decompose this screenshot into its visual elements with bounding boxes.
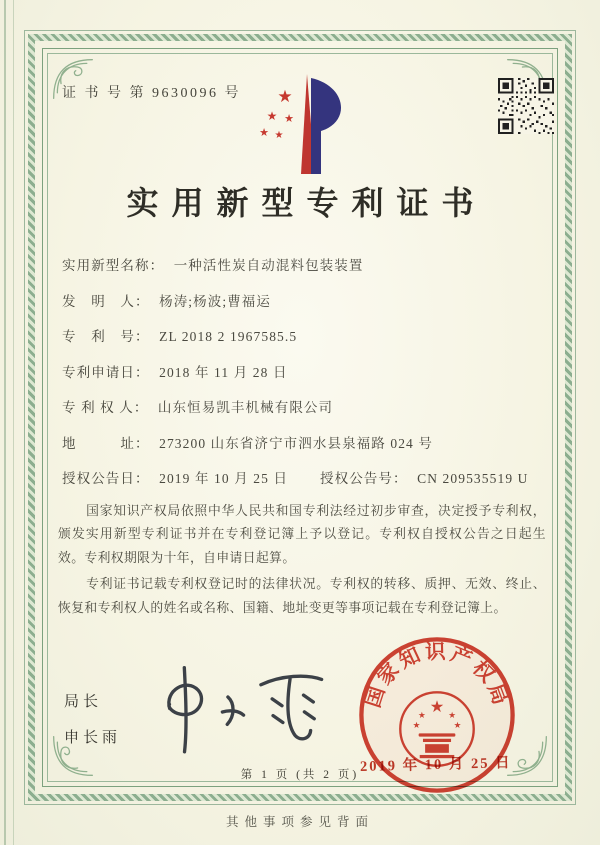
field-row-application-date [62, 361, 550, 381]
officer-title: 局长 [64, 694, 103, 710]
svg-text:★: ★ [429, 696, 445, 716]
field-label: 授权公告号： [320, 471, 408, 486]
svg-text:★: ★ [274, 130, 284, 141]
field-value: 杨涛;杨波;曹福运 [159, 293, 271, 309]
field-value: 2018 年 11 月 28 日 [159, 364, 288, 380]
legal-paragraph-1: 国家知识产权局依照中华人民共和国专利法经过初步审查，决定授予专利权，颁发实用新型专利证书并在专利登记簿上予以登记。专利权自授权公告之日起生效。专利权期限为十年，自申请日起算。 [58, 504, 546, 565]
officer-name: 申长雨 [64, 730, 122, 746]
field-label: 地 址： [62, 435, 150, 451]
grant-number-pair [320, 467, 529, 487]
field-list [62, 254, 550, 487]
field-row-address [62, 432, 550, 452]
officer-block [64, 690, 121, 762]
svg-text:★: ★ [277, 87, 293, 107]
svg-text:★: ★ [259, 126, 269, 139]
back-side-note: 其他事项参见背面 [225, 815, 374, 829]
certificate-title: 实用新型专利证书 [126, 185, 487, 221]
legal-paragraph-2: 专利证书记载专利权登记时的法律状况。专利权的转移、质押、无效、终止、恢复和专利权人的姓名或名称、国籍、地址变更等事项记载在专利登记簿上。 [58, 577, 546, 615]
field-value: ZL 2018 2 1967585.5 [159, 329, 298, 344]
field-row-patent-number [62, 325, 550, 345]
field-row-patentee [62, 396, 550, 416]
legal-paragraphs [58, 500, 546, 623]
cnipa-patent-logo-icon [245, 70, 365, 178]
field-label: 实用新型名称： [62, 258, 165, 273]
field-label: 专利申请日： [62, 364, 150, 380]
field-value: 273200 山东省济宁市泗水县泉福路 024 号 [159, 435, 433, 451]
seal-text: 国家知识产权局 [362, 641, 512, 711]
field-row-invention-name [62, 254, 550, 274]
grant-date-pair [62, 467, 320, 487]
field-value: 一种活性炭自动混料包装装置 [173, 258, 364, 273]
commissioner-signature [135, 645, 350, 764]
field-label: 专 利 权 人： [62, 400, 149, 415]
field-label: 发 明 人： [62, 293, 150, 309]
qr-code [498, 78, 554, 134]
field-label: 专 利 号： [62, 329, 150, 344]
seal-date: 2019 年 10 月 25 日 [359, 755, 512, 775]
svg-text:★: ★ [418, 711, 426, 722]
field-value: CN 209535519 U [417, 471, 529, 486]
svg-text:★: ★ [453, 720, 462, 731]
certificate-number: 证 书 号 第 9630096 号 [62, 86, 241, 101]
field-row-inventors [62, 290, 550, 310]
svg-text:★: ★ [412, 720, 421, 731]
field-value: 2019 年 10 月 25 日 [159, 471, 289, 486]
svg-text:★: ★ [284, 112, 294, 125]
page-number: 第 1 页 (共 2 页) [240, 769, 360, 781]
field-row-grant [62, 467, 550, 487]
svg-text:★: ★ [266, 109, 278, 123]
field-label: 授权公告日： [62, 471, 150, 486]
field-value: 山东恒易凯丰机械有限公司 [157, 400, 334, 415]
svg-text:★: ★ [448, 711, 456, 722]
